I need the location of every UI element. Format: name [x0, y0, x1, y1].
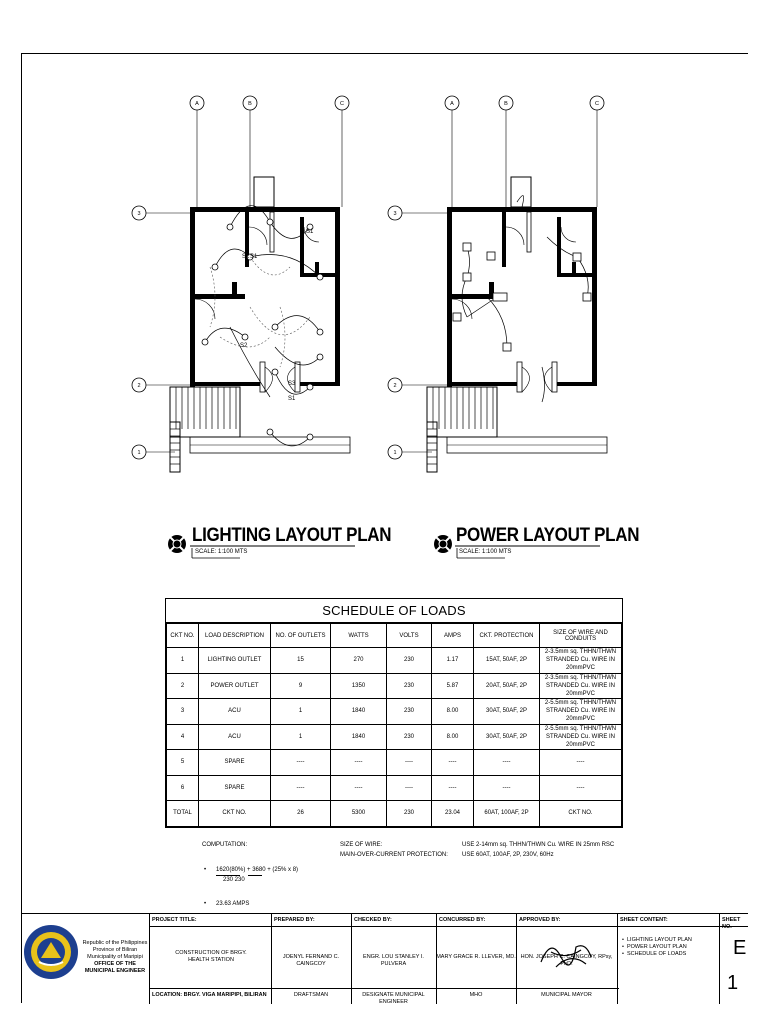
table-cell: ----: [474, 775, 540, 801]
table-cell: ACU: [199, 699, 271, 725]
table-cell: 60AT, 100AF, 2P: [474, 801, 540, 827]
table-cell: ----: [474, 750, 540, 776]
project-location: LOCATION: BRGY. VIGA MARIPIPI, BILIRAN: [152, 992, 267, 998]
grid-label-2: 2: [137, 383, 141, 389]
prepared-by-name: JOENYL FERNAND C. CAINGCOY: [282, 954, 340, 967]
municipal-seal-icon: [23, 924, 79, 980]
table-cell: 8.00: [432, 699, 474, 725]
project-title: CONSTRUCTION OF BRGY. HEALTH STATION: [175, 950, 247, 963]
column-header: LOAD DESCRIPTION: [199, 624, 271, 648]
table-cell: ACU: [199, 724, 271, 750]
table-row: [167, 699, 622, 725]
table-cell: 30AT, 50AF, 2P: [474, 724, 540, 750]
grid-label-1: 1: [393, 450, 397, 456]
table-cell: ----: [540, 750, 622, 776]
table-cell: 8.00: [432, 724, 474, 750]
grid-label-c: C: [595, 101, 599, 107]
table-cell: ----: [387, 775, 432, 801]
table-cell: 2-5.5mm sq. THHN/THWN STRANDED Cu. WIRE IN 20mmPVC: [540, 724, 622, 750]
table-cell: 9: [271, 673, 331, 699]
table-cell: CKT NO.: [540, 801, 622, 827]
fraction-bar: [248, 875, 262, 876]
switch-label: S2: [240, 343, 248, 349]
prepared-by-role: DRAFTSMAN: [293, 992, 329, 998]
fraction-bar: [216, 875, 240, 876]
checked-by-role: DESIGNATE MUNICIPAL ENGINEER: [362, 992, 425, 1005]
grid-label-a: A: [195, 101, 199, 107]
switch-label: S1: [288, 396, 296, 402]
table-row: [167, 724, 622, 750]
schedule-title: SCHEDULE OF LOADS: [166, 599, 622, 623]
table-row: [167, 775, 622, 801]
concurred-by-role: MHO: [469, 992, 483, 998]
table-cell: 1: [167, 648, 199, 674]
power-plan-scale: SCALE: 1:100 MTS: [459, 549, 512, 555]
switch-label: S2: [242, 254, 250, 260]
table-cell: 1: [271, 699, 331, 725]
checked-by-label: CHECKED BY:: [354, 917, 392, 923]
column-header: SIZE OF WIRE AND CONDUITS: [540, 624, 622, 648]
power-title-marker-icon: [434, 535, 452, 553]
table-cell: 2: [167, 673, 199, 699]
column-header: VOLTS: [387, 624, 432, 648]
table-cell: 1840: [331, 724, 387, 750]
table-cell: SPARE: [199, 750, 271, 776]
table-cell: 20AT, 50AF, 2P: [474, 673, 540, 699]
sheet-no-label: SHEET NO.: [722, 917, 741, 930]
protection-label: MAIN-OVER-CURRENT PROTECTION:: [340, 852, 448, 858]
computation-formula-bottom: 230 230: [223, 877, 245, 883]
table-cell: 15: [271, 648, 331, 674]
concurred-by-name: MARY GRACE R. LLEVER, MD.: [436, 954, 516, 960]
lighting-plan-scale: SCALE: 1:100 MTS: [195, 549, 248, 555]
table-cell: CKT NO.: [199, 801, 271, 827]
table-cell: 2-5.5mm sq. THHN/THWN STRANDED Cu. WIRE IN 20mmPVC: [540, 699, 622, 725]
computation-result: 23.63 AMPS: [216, 901, 250, 907]
wire-size-label: SIZE OF WIRE:: [340, 842, 383, 848]
table-cell: 1840: [331, 699, 387, 725]
table-cell: 5300: [331, 801, 387, 827]
power-plan-title: POWER LAYOUT PLAN: [456, 523, 640, 546]
table-cell: 1: [271, 724, 331, 750]
column-header: AMPS: [432, 624, 474, 648]
computation-bullet-2: •: [204, 901, 207, 907]
grid-label-b: B: [248, 101, 252, 107]
column-header: WATTS: [331, 624, 387, 648]
table-cell: ----: [331, 775, 387, 801]
table-cell: 30AT, 50AF, 2P: [474, 699, 540, 725]
table-cell: ----: [432, 750, 474, 776]
table-cell: 230: [387, 648, 432, 674]
switch-label: S1: [250, 254, 258, 260]
table-cell: 5.87: [432, 673, 474, 699]
table-cell: TOTAL: [167, 801, 199, 827]
table-cell: ----: [271, 775, 331, 801]
office-header: Republic of the Philippines Province of Biliran Municipality of Maripipi OFFICE OF THE MUNICIPAL ENGINEER: [82, 940, 148, 974]
lighting-plan-title: LIGHTING LAYOUT PLAN: [192, 523, 392, 546]
table-cell: 230: [387, 699, 432, 725]
grid-label-c: C: [340, 101, 344, 107]
table-cell: 230: [387, 724, 432, 750]
table-cell: 26: [271, 801, 331, 827]
table-cell: 2-3.5mm sq. THHN/THWN STRANDED Cu. WIRE IN 20mmPVC: [540, 648, 622, 674]
wire-size-value: USE 2-14mm sq. THHN/THWN Cu. WIRE IN 25mm RSC: [462, 842, 615, 848]
table-cell: 1.17: [432, 648, 474, 674]
grid-label-3: 3: [393, 211, 397, 217]
table-cell: 4: [167, 724, 199, 750]
table-cell: 6: [167, 775, 199, 801]
table-row: [167, 673, 622, 699]
table-cell: 3: [167, 699, 199, 725]
table-row: [167, 648, 622, 674]
table-row: [167, 801, 622, 827]
sheet-number: 1: [727, 972, 739, 994]
computation-label: COMPUTATION:: [202, 842, 248, 848]
sheet-letter: E: [733, 937, 747, 959]
table-cell: POWER OUTLET: [199, 673, 271, 699]
approved-by-label: APPROVED BY:: [519, 917, 561, 923]
table-cell: 230: [387, 673, 432, 699]
schedule-table: [166, 623, 622, 827]
grid-label-b: B: [504, 101, 508, 107]
computation-formula-top: 1620(80%) + 3680 + (25% x 8): [216, 867, 299, 873]
table-row: [167, 750, 622, 776]
lighting-title-marker-icon: [168, 535, 186, 553]
grid-label-3: 3: [137, 211, 141, 217]
checked-by-name: ENGR. LOU STANLEY I. PULVERA: [363, 954, 424, 967]
table-cell: SPARE: [199, 775, 271, 801]
concurred-by-label: CONCURRED BY:: [439, 917, 486, 923]
table-cell: 15AT, 50AF, 2P: [474, 648, 540, 674]
title-block: [21, 913, 748, 1003]
table-cell: ----: [432, 775, 474, 801]
sheet-content-label: SHEET CONTENT:: [620, 917, 668, 923]
table-cell: 1350: [331, 673, 387, 699]
table-cell: 270: [331, 648, 387, 674]
prepared-by-label: PREPARED BY:: [274, 917, 315, 923]
protection-value: USE 60AT, 100AF, 2P, 230V, 60Hz: [462, 852, 554, 858]
grid-label-1: 1: [137, 450, 141, 456]
sheet-content-list: • LIGHTING LAYOUT PLAN • POWER LAYOUT PLAN • SCHEDULE OF LOADS: [622, 937, 692, 957]
column-header: CKT NO.: [167, 624, 199, 648]
switch-label: S1: [306, 229, 314, 235]
table-cell: ----: [331, 750, 387, 776]
project-title-label: PROJECT TITLE:: [152, 917, 197, 923]
computation-bullet-1: •: [204, 867, 207, 873]
switch-label: S3: [288, 381, 296, 387]
table-cell: 5: [167, 750, 199, 776]
table-cell: ----: [271, 750, 331, 776]
table-cell: ----: [540, 775, 622, 801]
table-cell: 23.04: [432, 801, 474, 827]
approved-by-role: MUNICIPAL MAYOR: [541, 992, 592, 998]
column-header: NO. OF OUTLETS: [271, 624, 331, 648]
table-cell: 230: [387, 801, 432, 827]
table-cell: ----: [387, 750, 432, 776]
grid-label-a: A: [450, 101, 454, 107]
table-cell: 2-3.5mm sq. THHN/THWN STRANDED Cu. WIRE IN 20mmPVC: [540, 673, 622, 699]
table-cell: LIGHTING OUTLET: [199, 648, 271, 674]
column-header: CKT. PROTECTION: [474, 624, 540, 648]
grid-label-2: 2: [393, 383, 397, 389]
schedule-of-loads: [165, 598, 623, 828]
schedule-header-row: [167, 624, 622, 648]
approved-by-name: HON. JOSEPH C. CAINGCOY, RPsy, PhD.: [520, 954, 613, 967]
